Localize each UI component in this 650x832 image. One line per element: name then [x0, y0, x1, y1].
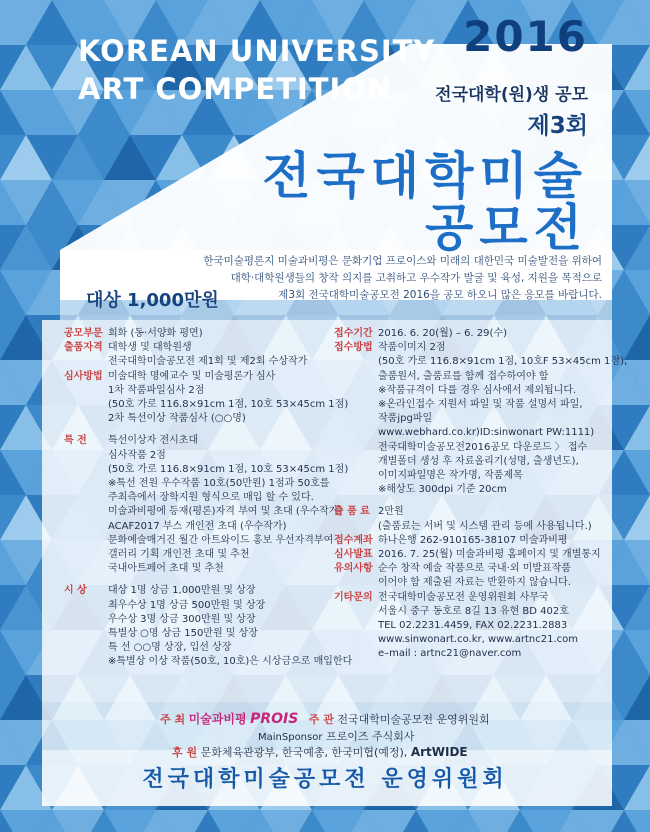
detail-row [64, 355, 326, 369]
detail-text: (50호 가로 116.8×91cm 1점, 10호 53×45cm 1점) [108, 463, 349, 475]
detail-text: www.sinwonart.co.kr, www.artnc21.com [378, 634, 579, 646]
main-title-line1: 전국대학미술 [262, 147, 588, 205]
round-label: 제3회 [527, 113, 588, 139]
host-label: 주 최 [160, 713, 186, 726]
detail-row [64, 434, 326, 448]
detail-row [334, 534, 610, 548]
detail-label: 접수계좌 [334, 534, 373, 546]
detail-row [64, 384, 326, 398]
detail-label [334, 605, 378, 619]
detail-label: 심사방법 [64, 370, 103, 382]
detail-row [334, 548, 610, 562]
committee-footer: 전국대학미술공모전 운영위원회 [142, 767, 508, 792]
detail-text: 미술대학 명예교수 및 미술평론가 심사 [108, 370, 276, 382]
detail-text: 순수 창작 예술 작품으로 국내·외 미발표작품 [378, 563, 571, 575]
main-sponsor-name: 프로이즈 주식회사 [325, 730, 415, 743]
detail-text: 작품이미지 2점 [378, 342, 446, 354]
detail-label [64, 355, 108, 369]
detail-row [334, 327, 610, 341]
detail-row [334, 398, 610, 412]
support-names: 문화체육관광부, 한국예총, 한국미협(예정), [200, 746, 408, 759]
detail-row [64, 477, 330, 491]
intro-paragraph [162, 253, 602, 304]
detail-text: 전국대학미술공모전 제1회 및 제2회 수상작가 [108, 356, 308, 368]
detail-label [334, 398, 378, 412]
detail-label [64, 534, 108, 548]
prois-logo: PROIS [250, 711, 299, 727]
detail-row [64, 641, 326, 655]
detail-text: 이어야 함 제출된 자료는 반환하지 않습니다. [378, 577, 571, 589]
detail-label [64, 641, 108, 655]
detail-label [334, 384, 378, 398]
detail-row [334, 412, 610, 426]
detail-text: ACAF2017 부스 개인전 초대 (우수작가) [108, 520, 287, 532]
main-sponsor-row [258, 728, 414, 744]
detail-label: 심사발표 [334, 549, 373, 561]
detail-text: 전국대학미술공모전 운영위원회 사무국 [378, 591, 549, 603]
detail-text: 이미지파일명은 작가명, 작품제목 [378, 470, 523, 482]
art-criticism-logo: 미술과비평 [188, 712, 247, 726]
detail-label [334, 441, 378, 455]
detail-row [64, 505, 343, 519]
detail-row [64, 562, 326, 576]
intro-line: 한국미술평론지 미술과비평은 문화기업 프로이스와 미래의 대한민국 미술발전을 위하여 [203, 255, 602, 267]
detail-label [64, 520, 108, 534]
detail-label: 특 전 [64, 435, 87, 447]
detail-text: 대상 1명 상금 1,000만원 및 상장 [108, 585, 256, 597]
detail-row [64, 655, 353, 669]
detail-text: 심사작품 2점 [108, 449, 166, 461]
detail-label [64, 384, 108, 398]
detail-row [334, 341, 610, 355]
detail-label [334, 576, 378, 590]
intro-line: 제3회 전국대학미술공모전 2016을 공모 하오니 많은 응모를 바랍니다. [278, 289, 602, 301]
detail-row [334, 576, 610, 590]
detail-row [64, 534, 334, 548]
details-section [64, 327, 628, 692]
detail-row [64, 491, 326, 505]
detail-label [334, 455, 378, 469]
detail-label [334, 483, 378, 497]
detail-label [64, 463, 108, 477]
detail-label [64, 449, 108, 463]
detail-row [334, 355, 628, 369]
row-spacer [64, 426, 326, 434]
detail-label: 시 상 [64, 585, 87, 597]
detail-row [334, 426, 610, 440]
detail-label [64, 548, 108, 562]
detail-label [64, 562, 108, 576]
detail-row [64, 584, 326, 598]
detail-label [64, 398, 108, 412]
detail-row [334, 483, 610, 497]
row-spacer [334, 497, 610, 505]
detail-text: 출품원서, 출품료를 함께 접수하여야 함 [378, 370, 549, 382]
detail-label [64, 491, 108, 505]
detail-text: TEL 02.2231.4459, FAX 02.2231.2883 [378, 620, 568, 632]
grand-prize: 대상 1,000만원 [86, 290, 219, 311]
year-label: 2016 [463, 12, 588, 61]
detail-row [334, 647, 610, 661]
host-row [160, 710, 490, 727]
detail-label [334, 355, 378, 369]
organizer-label: 주 관 [308, 713, 334, 726]
detail-text: (50호 가로 116.8×91cm 1점, 10호 53×45cm 1점) [108, 399, 349, 411]
support-label: 후 원 [172, 746, 198, 759]
detail-text: 2차 특선이상 작품심사 (○○명) [108, 413, 246, 425]
detail-label: 접수기간 [334, 328, 373, 339]
detail-row [64, 341, 326, 355]
detail-text: ※온라인접수 지원서 파일 및 작품 설명서 파일, [378, 399, 583, 411]
english-title-line2: ART COMPETITION [78, 72, 393, 106]
detail-row [334, 605, 610, 619]
detail-label [64, 627, 108, 641]
detail-label [334, 647, 378, 661]
details-right-column [334, 327, 628, 662]
detail-row [64, 548, 326, 562]
detail-text: 하나은행 262-910165-38107 미술과비평 [378, 534, 568, 546]
detail-text: 최우수상 1명 상금 500만원 및 상장 [108, 599, 266, 611]
detail-row [64, 613, 326, 627]
detail-row [334, 633, 610, 647]
organizer-name: 전국대학미술공모전 운영위원회 [337, 713, 490, 726]
intro-line: 대학·대학원생들의 창작 의지를 고취하고 우수작가 발굴 및 육성, 지원을 목적으로 [230, 272, 602, 284]
detail-label [64, 613, 108, 627]
detail-row [334, 562, 610, 576]
detail-text: (50호 가로 116.8×91cm 1점, 10호F 53×45cm 1점), [378, 356, 628, 368]
detail-row [64, 398, 349, 412]
detail-row [64, 327, 326, 341]
detail-text: 대학생 및 대학원생 [108, 342, 192, 354]
detail-label [64, 412, 108, 426]
detail-text: (출품료는 서버 및 시스템 관리 등에 사용됩니다.) [378, 520, 592, 532]
detail-text: 작품jpg파일 [378, 413, 433, 425]
main-title-line2: 공모전 [425, 199, 588, 257]
detail-row [334, 619, 610, 633]
detail-text: 2만원 [378, 506, 404, 518]
detail-text: 개별폴더 생성 후 자료올리기(성명, 출생년도), [378, 455, 579, 467]
detail-text: 특 선 ○○명 상장, 입선 상장 [108, 642, 232, 654]
detail-text: 우수상 3명 상금 300만원 및 상장 [108, 613, 256, 625]
detail-label: 접수방법 [334, 342, 373, 354]
artwide-logo: ArtWIDE [410, 745, 468, 759]
detail-label: 출품자격 [64, 342, 103, 354]
detail-text: 서울시 중구 동호로 8길 13 유현 BD 402호 [378, 605, 569, 617]
detail-label [334, 370, 378, 384]
detail-row [334, 469, 610, 483]
detail-label [334, 426, 378, 440]
detail-row [64, 412, 326, 426]
detail-row [64, 599, 326, 613]
detail-label: 기타문의 [334, 591, 373, 603]
detail-row [64, 370, 326, 384]
detail-text: 갤러리 기획 개인전 초대 및 추천 [108, 549, 250, 561]
detail-row [334, 520, 610, 534]
english-title-line1: KOREAN UNIVERSITY [78, 34, 436, 68]
detail-row [64, 463, 349, 477]
detail-row [334, 591, 610, 605]
detail-text: e–mail : artnc21@naver.com [378, 648, 522, 660]
detail-label [334, 619, 378, 633]
detail-text: 2016. 7. 25(월) 미술과비평 홈페이지 및 개별통지 [378, 549, 601, 561]
row-spacer [64, 576, 326, 584]
detail-label: 유의사항 [334, 563, 373, 575]
detail-text: 문화예술매거진 월간 아트와이드 홍보 우선자격부여 [108, 534, 334, 546]
detail-row [334, 441, 610, 455]
detail-label [334, 520, 378, 534]
subtitle: 전국대학(원)생 공모 [435, 85, 588, 105]
detail-label: 출 품 료 [334, 506, 370, 518]
detail-label [64, 655, 108, 669]
detail-text: www.webhard.co.kr)ID:sinwonart PW:1111) [378, 427, 595, 439]
detail-text: ※특별상 이상 작품(50호, 10호)은 시상금으로 매입한다 [108, 656, 353, 668]
detail-label [334, 412, 378, 426]
detail-text: ※작품규격이 다를 경우 심사에서 제외됩니다. [378, 384, 577, 396]
detail-label [64, 505, 108, 519]
detail-row [334, 505, 610, 519]
detail-text: 회화 (동·서양화 평면) [108, 328, 203, 339]
detail-row [334, 370, 610, 384]
detail-text: 미술과비평에 등재(평론)자격 부여 및 초대 (우수작가) [108, 506, 343, 518]
detail-text: 전국대학미술공모전2016공모 다운로드 〉 접수 [378, 441, 588, 453]
detail-text: 특별상 ○명 상금 150만원 및 상장 [108, 628, 258, 640]
detail-row [64, 449, 326, 463]
detail-text: 1차 작품파일심사 2점 [108, 384, 205, 396]
detail-row [334, 384, 610, 398]
detail-text: 2016. 6. 20(월) – 6. 29(수) [378, 328, 507, 339]
detail-text: ※해상도 300dpi 기준 20cm [378, 484, 507, 496]
detail-row [334, 455, 610, 469]
support-row [172, 744, 468, 760]
detail-label [334, 633, 378, 647]
detail-label [64, 477, 108, 491]
detail-label: 공모부문 [64, 328, 103, 339]
detail-text: 국내아트페어 초대 및 추천 [108, 563, 224, 575]
detail-row [64, 627, 326, 641]
detail-label [64, 599, 108, 613]
detail-row [64, 520, 326, 534]
detail-label [334, 469, 378, 483]
detail-text: ※특선 전원 우수작품 10호(50만원) 1점과 50호를 [108, 478, 330, 490]
detail-text: 특선이상자 전시초대 [108, 435, 199, 447]
main-sponsor-label: MainSponsor [258, 732, 323, 743]
detail-text: 주최측에서 장학지원 형식으로 매입 할 수 있다. [108, 492, 314, 504]
